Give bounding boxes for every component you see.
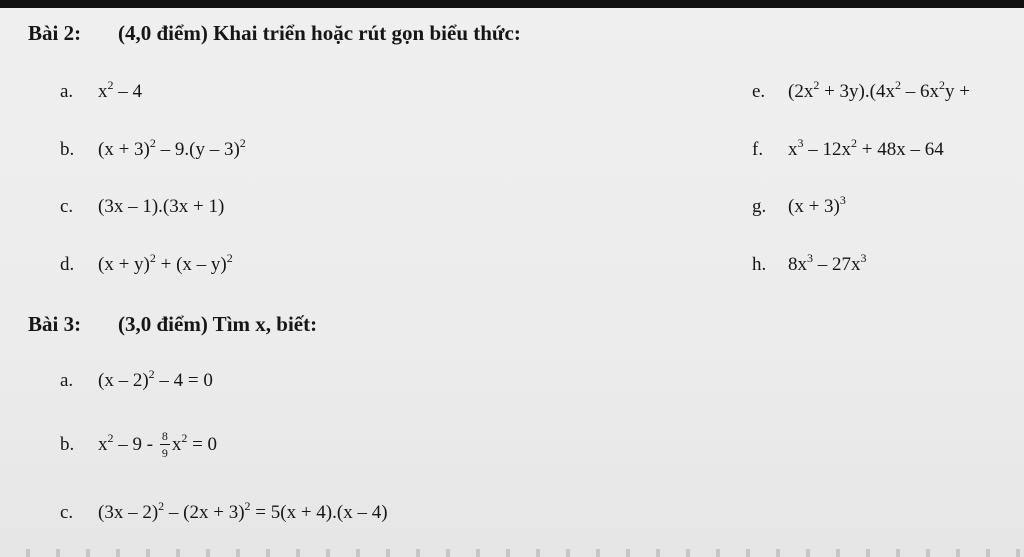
item-label: e. xyxy=(752,81,766,102)
exercise-3-title: (3,0 điểm) Tìm x, biết: xyxy=(118,312,318,336)
item-expression: $8x^3 - 27x^3$ xyxy=(788,251,867,275)
item-expression: $(2x^2 + 3y).(4x^2 - 6x^2y$ + xyxy=(788,78,970,102)
item-expression: (3x – 1).(3x + 1) xyxy=(98,196,225,217)
item-label: d. xyxy=(60,254,75,275)
item-expression: $(x + 3)^3$ xyxy=(788,193,846,217)
item-label: f. xyxy=(752,139,764,160)
item-label: a. xyxy=(60,81,74,102)
top-border xyxy=(0,0,1024,8)
item-label: b. xyxy=(60,434,75,455)
item-label: c. xyxy=(60,502,74,523)
item-label: g. xyxy=(752,196,767,217)
item-expression: (x – 2)$^2$ – 4 = 0 xyxy=(98,367,213,391)
bottom-edge xyxy=(0,549,1024,557)
item-label: a. xyxy=(60,370,74,391)
item-expression: $(x + 3)^2 - 9.(y - 3)^2$ xyxy=(98,136,246,160)
item-label: b. xyxy=(60,139,75,160)
item-label: h. xyxy=(752,254,767,275)
item-expression: $(x + y)^2 + (x - y)^2$ xyxy=(98,251,233,275)
exercise-2-heading xyxy=(28,21,521,46)
item-expression: $x^2 - 9$ - $\frac{8}{9}$ $x^2 = 0$ xyxy=(98,428,218,460)
exercise-2-title: (4,0 điểm) Khai triển hoặc rút gọn biểu thức: xyxy=(118,21,521,45)
item-expression: $x^2 - 4$ xyxy=(98,78,142,102)
exercise-3-heading xyxy=(28,312,318,337)
item-expression: $(3x - 2)^2 - (2x + 3)^2 = 5(x + 4).(x - 4)$ xyxy=(98,499,388,523)
exercise-2-number: Bài 2: xyxy=(28,21,82,45)
item-expression: $x^3 - 12x^2 + 48x - 64$ xyxy=(788,136,944,160)
fraction: $\frac{8}{9}$ xyxy=(161,428,168,460)
exercise-3-number: Bài 3: xyxy=(28,312,82,336)
item-label: c. xyxy=(60,196,74,217)
